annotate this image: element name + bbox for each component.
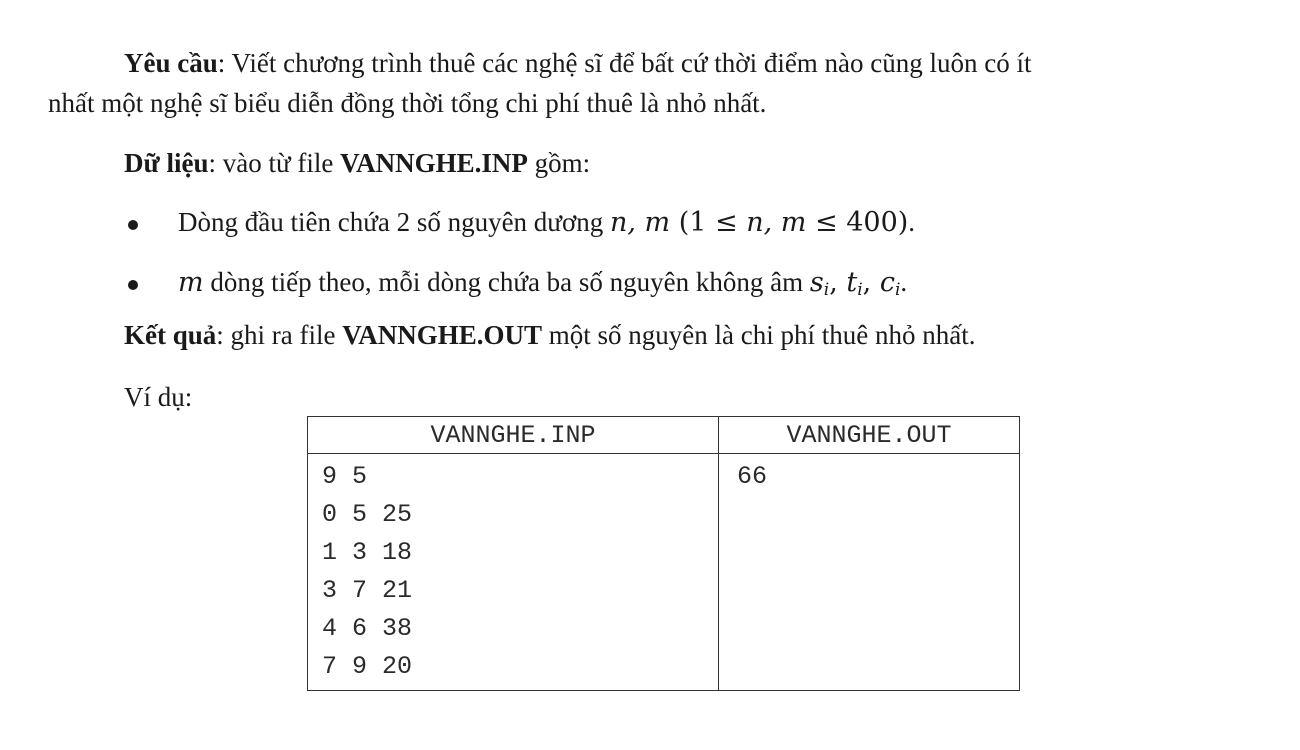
input-bullet-2: m dòng tiếp theo, mỗi dòng chứa ba số nguyên không âm $s_i$, $t_i$, $c_i$.	[178, 267, 908, 300]
requirement-text-2: nhất một nghệ sĩ biểu diễn đồng thời tổng chi phí thuê là nhỏ nhất.	[48, 88, 767, 118]
math-bound: ≤ 400)	[806, 207, 909, 238]
math-c: c	[879, 267, 895, 298]
output-spec-text: : ghi ra file	[216, 320, 343, 350]
requirement-line-1	[124, 46, 1032, 80]
header-input-file: VANNGHE.INP	[308, 417, 719, 454]
requirement-line-2	[48, 86, 766, 120]
output-cell	[719, 454, 1020, 691]
output-spec-line	[124, 318, 975, 352]
bullet-2-text: dòng tiếp theo, mỗi dòng chứa ba số nguyên không âm	[203, 267, 810, 297]
math-s: s	[809, 267, 824, 298]
math-sub-i: i	[894, 280, 901, 300]
bullet-1-text: Dòng đầu tiên chứa 2 số nguyên dương	[178, 207, 610, 237]
example-table	[307, 416, 1020, 691]
input-row: 7 9 20	[322, 652, 413, 681]
input-row: 0 5 25	[322, 500, 413, 529]
input-spec-label: Dữ liệu	[124, 148, 209, 178]
math-sub-i: i	[823, 280, 830, 300]
output-spec-tail: một số nguyên là chi phí thuê nhỏ nhất.	[542, 320, 976, 350]
bullet-1-tail: .	[908, 207, 916, 237]
input-row: 4 6 38	[322, 614, 413, 643]
input-cell	[308, 454, 719, 691]
input-row: 9 5	[322, 462, 368, 491]
input-spec-tail: gồm:	[527, 148, 591, 178]
input-spec-line	[124, 146, 590, 180]
output-value: 66	[737, 462, 768, 491]
requirement-text-1: : Viết chương trình thuê các nghệ sĩ để bất cứ thời điểm nào cũng luôn có ít	[217, 48, 1032, 78]
math-sub-i: i	[857, 280, 863, 300]
requirement-label: Yêu cầu	[124, 48, 218, 78]
output-spec-label: Kết quả	[124, 320, 217, 350]
header-output-file: VANNGHE.OUT	[719, 417, 1020, 454]
bullet-icon	[128, 220, 138, 230]
bullet-icon	[128, 280, 138, 290]
math-n-m: n, m	[609, 207, 671, 238]
input-spec-text: : vào từ file	[208, 148, 341, 178]
bullet-2-tail: .	[900, 267, 908, 297]
input-row: 1 3 18	[322, 538, 413, 567]
output-filename: VANNGHE.OUT	[342, 320, 543, 350]
math-t: t	[846, 267, 858, 298]
math-n-m-2: n, m	[746, 207, 807, 238]
example-body-row	[308, 454, 1020, 691]
math-m: m	[178, 267, 204, 298]
input-filename: VANNGHE.INP	[340, 148, 528, 178]
example-header-row	[308, 417, 1020, 454]
input-bullet-1	[178, 205, 915, 240]
math-cond: (1 ≤	[670, 207, 747, 238]
example-label: Ví dụ:	[124, 382, 193, 412]
input-row: 3 7 21	[322, 576, 413, 605]
